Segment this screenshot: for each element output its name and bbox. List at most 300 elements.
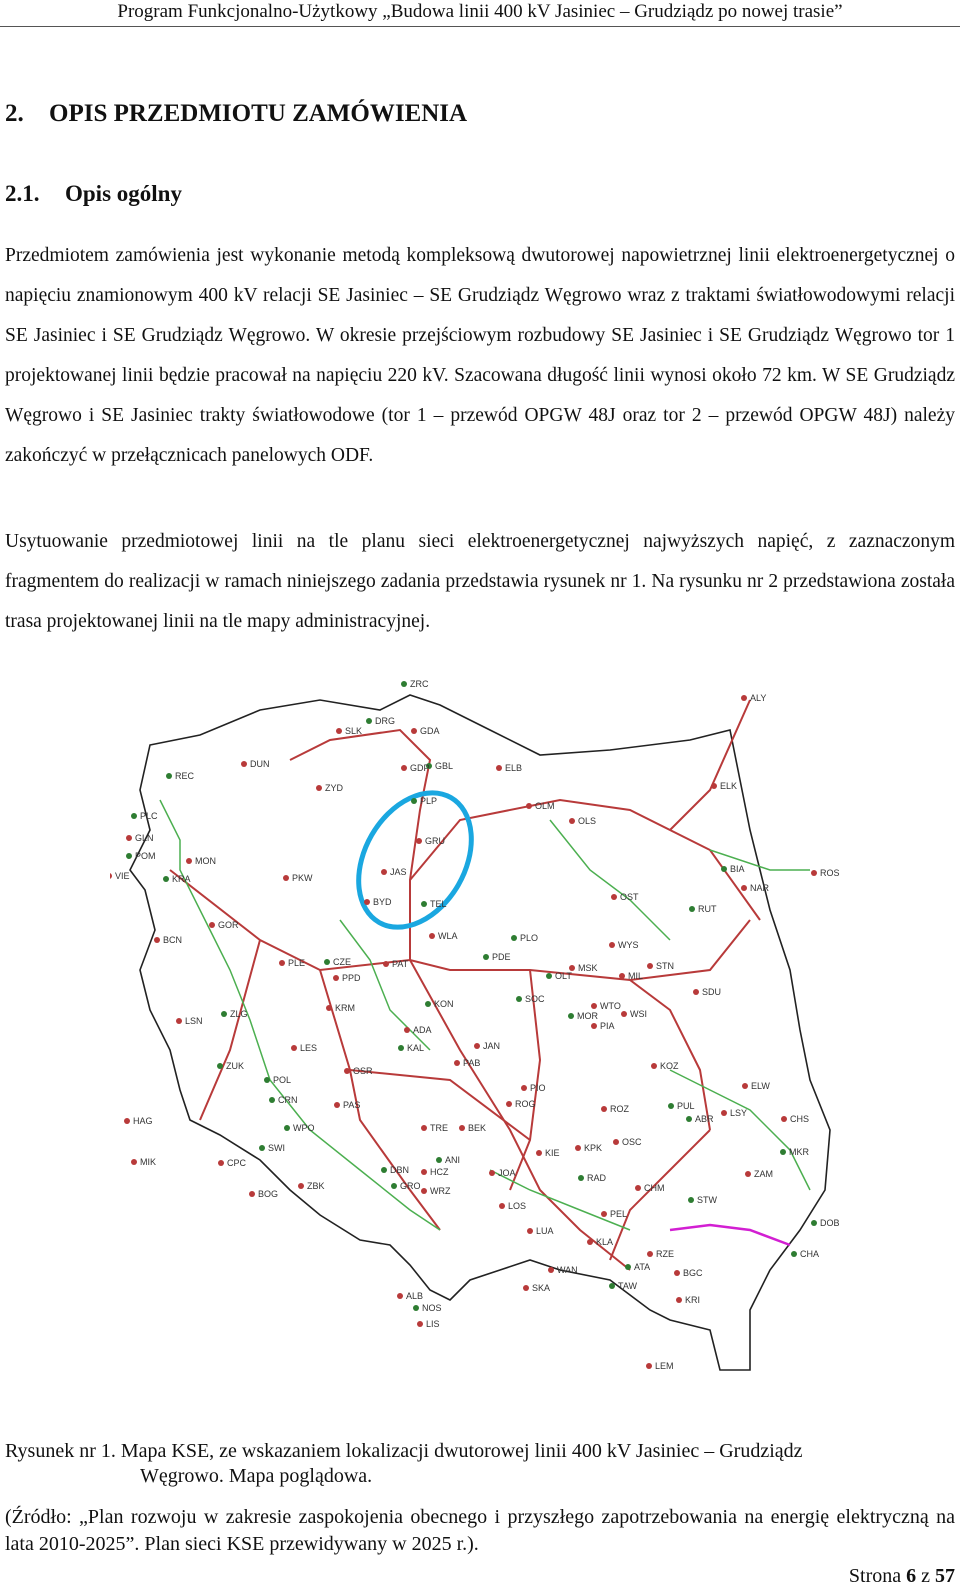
station-node-icon <box>569 818 575 824</box>
station-node-icon <box>651 1063 657 1069</box>
station-alb <box>397 1291 423 1301</box>
station-cpc <box>218 1158 247 1168</box>
station-label: PEL <box>610 1209 628 1219</box>
station-node-icon <box>291 1045 297 1051</box>
station-node-icon <box>721 866 727 872</box>
station-label: KIE <box>545 1148 560 1158</box>
station-label: MIL <box>628 971 644 981</box>
station-cze <box>324 957 351 967</box>
station-label: LIS <box>426 1319 440 1329</box>
station-node-icon <box>336 728 342 734</box>
station-node-icon <box>401 765 407 771</box>
station-label: KLA <box>596 1237 614 1247</box>
station-label: TEL <box>430 899 447 909</box>
station-dob <box>811 1218 840 1228</box>
header-text: Program Funkcjonalno-Użytkowy „Budowa linii 400 kV Jasiniec – Grudziądz po nowej trasie” <box>117 1 843 22</box>
station-node-icon <box>279 960 285 966</box>
station-pde <box>483 952 511 962</box>
station-ols <box>569 816 596 826</box>
station-label: ZLG <box>230 1009 248 1019</box>
station-node-icon <box>688 1197 694 1203</box>
station-label: WRZ <box>430 1186 451 1196</box>
station-node-icon <box>601 1211 607 1217</box>
station-label: MOR <box>577 1011 598 1021</box>
station-label: GDP <box>410 763 430 773</box>
station-label: BIA <box>730 864 745 874</box>
station-node-icon <box>298 1183 304 1189</box>
station-label: WSI <box>630 1009 647 1019</box>
station-node-icon <box>646 1363 652 1369</box>
station-node-icon <box>711 783 717 789</box>
station-bia <box>721 864 745 874</box>
station-label: SOC <box>525 994 545 1004</box>
page-total: 57 <box>935 1565 955 1587</box>
station-node-icon <box>241 761 247 767</box>
station-pel <box>601 1209 627 1219</box>
station-node-icon <box>454 1060 460 1066</box>
station-node-icon <box>381 1167 387 1173</box>
station-label: ATA <box>634 1262 651 1272</box>
station-label: POM <box>135 851 156 861</box>
station-osc <box>613 1137 642 1147</box>
station-node-icon <box>344 1068 350 1074</box>
station-ata <box>625 1262 650 1272</box>
station-node-icon <box>249 1191 255 1197</box>
station-node-icon <box>264 1077 270 1083</box>
station-label: GRU <box>425 836 445 846</box>
station-label: LES <box>300 1043 318 1053</box>
station-label: PLE <box>288 958 306 968</box>
station-label: KRI <box>685 1295 701 1305</box>
station-node-icon <box>416 838 422 844</box>
station-msk <box>569 963 598 973</box>
station-zyd <box>316 783 344 793</box>
station-pio <box>521 1083 546 1093</box>
station-label: RUT <box>698 904 717 914</box>
station-lis <box>417 1319 440 1329</box>
station-label: GRO <box>400 1181 421 1191</box>
station-label: PAT <box>392 959 409 969</box>
station-chm <box>635 1183 665 1193</box>
station-label: PLO <box>520 933 539 943</box>
station-node-icon <box>611 894 617 900</box>
station-label: GDA <box>420 726 440 736</box>
station-label: ZYD <box>325 783 343 793</box>
station-wrz <box>421 1186 451 1196</box>
kse-network-map <box>110 670 850 1390</box>
station-node-icon <box>404 1027 410 1033</box>
station-node-icon <box>587 1239 593 1245</box>
station-label: GBL <box>435 761 454 771</box>
station-node-icon <box>413 1305 419 1311</box>
station-label: PLC <box>140 811 158 821</box>
paragraph-location: Usytuowanie przedmiotowej linii na tle planu sieci elektroenergetycznej najwyższych napięć, z zaznaczonym fragmentem do realizacji w ramach niniejszego zadania przedstawia rysunek nr 1. Na rysunku nr 2 przedstawiona została trasa projektowanej linii na tle mapy administracyjnej. <box>5 531 955 632</box>
station-rut <box>689 904 717 914</box>
station-label: ALY <box>750 693 767 703</box>
station-label: BOG <box>258 1189 279 1199</box>
station-gro <box>391 1181 421 1191</box>
station-olm <box>526 801 555 811</box>
station-label: MSK <box>578 963 598 973</box>
station-label: ROZ <box>610 1104 629 1114</box>
station-label: BYD <box>373 897 392 907</box>
station-node-icon <box>619 973 625 979</box>
station-label: CHA <box>800 1249 820 1259</box>
station-node-icon <box>126 853 132 859</box>
station-label: TAW <box>618 1281 637 1291</box>
station-node-icon <box>391 1183 397 1189</box>
station-label: GOR <box>218 920 239 930</box>
station-label: DUN <box>250 759 270 769</box>
station-node-icon <box>186 858 192 864</box>
stations-layer <box>110 679 840 1371</box>
station-kpk <box>575 1143 602 1153</box>
station-label: DBN <box>390 1165 410 1175</box>
station-label: ZRC <box>410 679 429 689</box>
station-jas <box>381 867 407 877</box>
station-node-icon <box>333 975 339 981</box>
station-ani <box>436 1155 460 1165</box>
station-node-icon <box>511 935 517 941</box>
station-label: ANI <box>445 1155 461 1165</box>
station-dbn <box>381 1165 409 1175</box>
station-node-icon <box>613 1139 619 1145</box>
station-label: REC <box>175 771 195 781</box>
section-title: OPIS PRZEDMIOTU ZAMÓWIENIA <box>49 100 468 127</box>
station-label: PAB <box>463 1058 481 1068</box>
station-label: MON <box>195 856 216 866</box>
station-elk <box>711 781 737 791</box>
station-label: SWI <box>268 1143 285 1153</box>
station-label: LEM <box>655 1361 674 1371</box>
station-tre <box>421 1123 448 1133</box>
station-drg <box>366 716 395 726</box>
station-kal <box>398 1043 424 1053</box>
station-label: WLA <box>438 931 458 941</box>
station-node-icon <box>676 1297 682 1303</box>
station-elw <box>742 1081 770 1091</box>
station-label: OLS <box>578 816 597 826</box>
station-ada <box>404 1025 432 1035</box>
station-label: DRG <box>375 716 395 726</box>
station-label: CHS <box>790 1114 810 1124</box>
station-node-icon <box>126 835 132 841</box>
station-label: MIK <box>140 1157 157 1167</box>
station-wla <box>429 931 458 941</box>
station-node-icon <box>591 1003 597 1009</box>
station-pul <box>668 1101 695 1111</box>
station-rog <box>506 1099 536 1109</box>
station-node-icon <box>575 1145 581 1151</box>
station-ost <box>611 892 639 902</box>
station-wan <box>548 1265 578 1275</box>
station-pkw <box>283 873 313 883</box>
station-chs <box>781 1114 809 1124</box>
station-node-icon <box>791 1251 797 1257</box>
station-node-icon <box>621 1011 627 1017</box>
station-lsy <box>721 1108 747 1118</box>
station-label: OST <box>620 892 639 902</box>
station-rze <box>647 1249 674 1259</box>
station-node-icon <box>489 1170 495 1176</box>
station-node-icon <box>741 885 747 891</box>
station-node-icon <box>334 1102 340 1108</box>
page-current: 6 <box>906 1565 917 1587</box>
station-label: JOA <box>498 1168 516 1178</box>
station-label: OSC <box>622 1137 642 1147</box>
station-node-icon <box>506 1101 512 1107</box>
station-ska <box>523 1283 550 1293</box>
station-pab <box>454 1058 480 1068</box>
station-tel <box>421 899 447 909</box>
station-node-icon <box>693 989 699 995</box>
station-swi <box>259 1143 285 1153</box>
station-label: NOS <box>422 1303 442 1313</box>
station-label: LOS <box>508 1201 527 1211</box>
station-mor <box>568 1011 598 1021</box>
station-bgc <box>674 1268 703 1278</box>
figure-label: Rysunek nr 1. <box>5 1440 116 1462</box>
station-abr <box>686 1114 714 1124</box>
station-wys <box>609 940 639 950</box>
station-pas <box>334 1100 360 1110</box>
station-label: STN <box>656 961 674 971</box>
station-label: STW <box>697 1195 717 1205</box>
station-label: ZBK <box>307 1181 325 1191</box>
station-node-icon <box>421 1125 427 1131</box>
station-node-icon <box>780 1149 786 1155</box>
station-label: KON <box>434 999 454 1009</box>
station-ple <box>279 958 305 968</box>
lines-400kv <box>170 700 760 1270</box>
station-node-icon <box>436 1157 442 1163</box>
station-node-icon <box>781 1116 787 1122</box>
station-label: RAD <box>587 1173 607 1183</box>
lines-220kv <box>160 800 810 1230</box>
station-label: PPD <box>342 973 361 983</box>
station-stn <box>647 961 674 971</box>
station-node-icon <box>523 1285 529 1291</box>
station-label: PIO <box>530 1083 546 1093</box>
station-node-icon <box>269 1097 275 1103</box>
station-les <box>291 1043 317 1053</box>
station-label: OSR <box>353 1066 373 1076</box>
station-crn <box>269 1095 298 1105</box>
station-node-icon <box>721 1110 727 1116</box>
station-label: LSN <box>185 1016 203 1026</box>
subsection-title: Opis ogólny <box>65 181 182 206</box>
station-sdu <box>693 987 721 997</box>
subsection-heading <box>5 181 182 207</box>
station-label: PLP <box>420 796 438 806</box>
station-node-icon <box>221 1011 227 1017</box>
station-aly <box>741 693 766 703</box>
station-label: NAR <box>750 883 770 893</box>
station-node-icon <box>527 1228 533 1234</box>
station-node-icon <box>154 937 160 943</box>
station-elb <box>496 763 522 773</box>
station-node-icon <box>609 1283 615 1289</box>
station-node-icon <box>259 1145 265 1151</box>
station-label: ADA <box>413 1025 432 1035</box>
station-node-icon <box>110 873 112 879</box>
station-node-icon <box>601 1106 607 1112</box>
page-header <box>0 0 960 27</box>
station-label: BEK <box>468 1123 487 1133</box>
map-svg <box>110 670 850 1390</box>
station-label: CZE <box>333 957 351 967</box>
station-wsi <box>621 1009 647 1019</box>
station-node-icon <box>635 1185 641 1191</box>
page-sep: z <box>921 1565 930 1587</box>
station-node-icon <box>811 1220 817 1226</box>
station-pom <box>126 851 156 861</box>
station-lem <box>646 1361 674 1371</box>
station-label: JAN <box>483 1041 501 1051</box>
section-number: 2. <box>5 100 24 127</box>
station-label: BGC <box>683 1268 703 1278</box>
station-zrc <box>401 679 429 689</box>
station-label: RZE <box>656 1249 674 1259</box>
station-label: PAS <box>343 1100 361 1110</box>
station-label: JAS <box>390 867 407 877</box>
station-node-icon <box>284 1125 290 1131</box>
station-bog <box>249 1189 278 1199</box>
page-number <box>849 1565 955 1588</box>
station-label: GLN <box>135 833 154 843</box>
station-node-icon <box>668 1103 674 1109</box>
station-node-icon <box>474 1043 480 1049</box>
station-hcz <box>421 1167 449 1177</box>
station-label: OLM <box>535 801 555 811</box>
station-zbk <box>298 1181 325 1191</box>
station-label: ROG <box>515 1099 536 1109</box>
station-label: ELB <box>505 763 523 773</box>
station-label: VIE <box>115 871 130 881</box>
station-node-icon <box>745 1171 751 1177</box>
station-label: PIA <box>600 1021 615 1031</box>
station-mon <box>186 856 216 866</box>
station-bcn <box>154 935 182 945</box>
station-ros <box>811 868 840 878</box>
station-node-icon <box>546 973 552 979</box>
station-joa <box>489 1168 516 1178</box>
figure-caption-line2: Węgrowo. Mapa poglądowa. <box>140 1465 373 1487</box>
station-node-icon <box>499 1203 505 1209</box>
station-label: WYS <box>618 940 639 950</box>
station-node-icon <box>421 1188 427 1194</box>
station-label: CHM <box>644 1183 665 1193</box>
station-node-icon <box>218 1160 224 1166</box>
station-label: ROS <box>820 868 840 878</box>
station-gru <box>416 836 445 846</box>
station-rec <box>166 771 195 781</box>
station-kri <box>676 1295 700 1305</box>
station-label: KRM <box>335 1003 355 1013</box>
station-label: ELW <box>751 1081 770 1091</box>
station-node-icon <box>526 803 532 809</box>
station-pat <box>383 959 409 969</box>
station-label: SLK <box>345 726 363 736</box>
station-kra <box>163 874 191 884</box>
station-node-icon <box>516 996 522 1002</box>
station-label: HAG <box>133 1116 153 1126</box>
station-wto <box>591 1001 621 1011</box>
station-gda <box>411 726 440 736</box>
station-label: WTO <box>600 1001 621 1011</box>
station-gor <box>209 920 239 930</box>
station-label: OLT <box>555 971 572 981</box>
station-mkr <box>780 1147 810 1157</box>
station-node-icon <box>647 963 653 969</box>
station-soc <box>516 994 545 1004</box>
station-zlg <box>221 1009 248 1019</box>
station-label: CRN <box>278 1095 298 1105</box>
station-node-icon <box>742 1083 748 1089</box>
station-node-icon <box>609 942 615 948</box>
station-byd <box>364 897 392 907</box>
station-node-icon <box>411 798 417 804</box>
station-node-icon <box>536 1150 542 1156</box>
station-node-icon <box>366 718 372 724</box>
station-node-icon <box>811 870 817 876</box>
station-hag <box>124 1116 153 1126</box>
station-node-icon <box>326 1005 332 1011</box>
station-label: KOZ <box>660 1061 679 1071</box>
station-node-icon <box>131 813 137 819</box>
station-node-icon <box>324 959 330 965</box>
station-node-icon <box>364 899 370 905</box>
station-gln <box>126 833 154 843</box>
paragraph-description: Przedmiotem zamówienia jest wykonanie metodą kompleksową dwutorowej napowietrznej linii elektroenergetycznej o napięciu znamionowym 400 kV relacji SE Jasiniec – SE Grudziądz Węgrowo wraz z traktami światłowodowymi relacji SE Jasiniec i SE Grudziądz Węgrowo. W okresie przejściowym rozbudowy SE Jasiniec i SE Grudziądz Węgrowo tor 1 projektowanej linii będzie pracował na napięciu 220 kV. Szacowana długość linii wynosi około 72 km. W SE Grudziądz Węgrowo i SE Jasiniec trakty światłowodowe (tor 1 – przewód OPGW 48J oraz tor 2 – przewód OPGW 48J) należy zakończyć w przełącznicach panelowych ODF. <box>5 245 955 466</box>
station-plc <box>131 811 158 821</box>
station-stw <box>688 1195 718 1205</box>
station-lua <box>527 1226 554 1236</box>
station-roz <box>601 1104 630 1114</box>
station-lsn <box>176 1016 203 1026</box>
station-node-icon <box>647 1251 653 1257</box>
page-prefix: Strona <box>848 1565 902 1587</box>
station-label: KAL <box>407 1043 425 1053</box>
station-label: PDE <box>492 952 511 962</box>
station-label: ABR <box>695 1114 714 1124</box>
station-zam <box>745 1169 773 1179</box>
station-node-icon <box>397 1293 403 1299</box>
station-node-icon <box>381 869 387 875</box>
station-slk <box>336 726 362 736</box>
station-label: WPO <box>293 1123 315 1133</box>
station-label: LSY <box>730 1108 748 1118</box>
station-node-icon <box>459 1125 465 1131</box>
station-label: BCN <box>163 935 183 945</box>
station-label: SDU <box>702 987 722 997</box>
station-kie <box>536 1148 560 1158</box>
station-node-icon <box>176 1018 182 1024</box>
station-node-icon <box>686 1116 692 1122</box>
figure-caption-line1: Mapa KSE, ze wskazaniem lokalizacji dwutorowej linii 400 kV Jasiniec – Grudziądz <box>120 1440 803 1462</box>
station-node-icon <box>209 922 215 928</box>
station-node-icon <box>578 1175 584 1181</box>
station-nar <box>741 883 770 893</box>
station-node-icon <box>689 906 695 912</box>
station-mik <box>131 1157 156 1167</box>
station-node-icon <box>521 1085 527 1091</box>
station-kon <box>425 999 454 1009</box>
station-node-icon <box>401 681 407 687</box>
station-pia <box>591 1021 615 1031</box>
station-label: ALB <box>406 1291 424 1301</box>
station-dun <box>241 759 270 769</box>
